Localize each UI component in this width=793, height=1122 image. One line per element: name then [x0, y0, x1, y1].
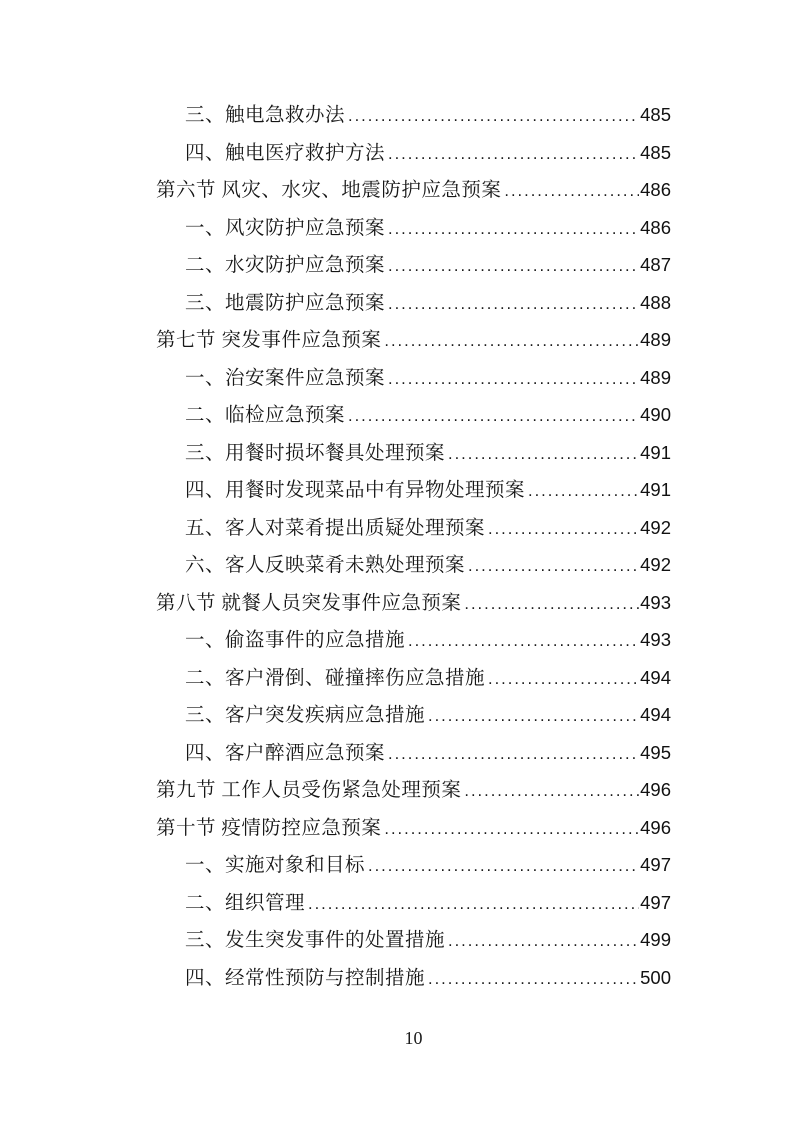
- toc-dot-leader: [448, 445, 639, 464]
- toc-entry-page-number: 486: [640, 216, 671, 238]
- toc-entry-title: 二、临检应急预案: [185, 405, 346, 426]
- toc-dot-leader: [488, 520, 639, 539]
- toc-entry-title: 一、实施对象和目标: [185, 855, 366, 876]
- toc-entry-title: 四、客户醉酒应急预案: [185, 742, 386, 764]
- toc-entry: [156, 474, 671, 512]
- toc-entry-title: 三、发生突发事件的处置措施: [185, 930, 446, 951]
- toc-entry: [156, 512, 671, 550]
- toc-entry-page-number: 486: [640, 179, 671, 200]
- toc-entry-page-number: 493: [640, 629, 671, 650]
- toc-entry: [156, 137, 671, 175]
- toc-entry-title: 第七节 突发事件应急预案: [156, 330, 382, 351]
- toc-entry: [156, 587, 671, 625]
- toc-dot-leader: [408, 632, 639, 651]
- toc-dot-leader: [428, 970, 639, 989]
- toc-entry-page-number: 485: [640, 104, 671, 125]
- toc-entry: [156, 249, 671, 287]
- toc-entry-title: 三、地震防护应急预案: [185, 292, 386, 314]
- toc-dot-leader: [528, 482, 639, 501]
- toc-dot-leader: [388, 145, 639, 164]
- toc-dot-leader: [388, 745, 639, 764]
- toc-entry-title: 第九节 工作人员受伤紧急处理预案: [156, 780, 462, 801]
- toc-entry: [156, 549, 671, 587]
- toc-entry-title: 三、客户突发疾病应急措施: [185, 705, 426, 726]
- toc-entry-page-number: 487: [640, 254, 671, 275]
- toc-entry-title: 五、客人对菜肴提出质疑处理预案: [185, 517, 486, 539]
- toc-entry: [156, 437, 671, 475]
- toc-entry-title: 第八节 就餐人员突发事件应急预案: [156, 592, 462, 614]
- toc-entry-title: 三、用餐时损坏餐具处理预案: [185, 442, 446, 464]
- toc-dot-leader: [388, 220, 639, 239]
- toc-entry-page-number: 497: [640, 854, 671, 875]
- toc-entry-title: 四、经常性预防与控制措施: [185, 967, 426, 989]
- toc-entry-title: 第六节 风灾、水灾、地震防护应急预案: [156, 180, 502, 201]
- toc-entry-page-number: 499: [640, 929, 671, 950]
- toc-dot-leader: [448, 932, 639, 951]
- toc-entry: [156, 812, 671, 850]
- toc-entry-page-number: 494: [640, 666, 671, 688]
- toc-entry: [156, 399, 671, 437]
- toc-entry: [156, 774, 671, 812]
- toc-entry-title: 六、客人反映菜肴未熟处理预案: [185, 555, 466, 576]
- toc-dot-leader: [348, 107, 639, 126]
- toc-entry-page-number: 492: [640, 516, 671, 538]
- toc-dot-leader: [348, 407, 639, 426]
- toc-entry-page-number: 493: [640, 591, 671, 613]
- toc-entry-title: 二、客户滑倒、碰撞摔伤应急措施: [185, 667, 486, 689]
- toc-entry: [156, 624, 671, 662]
- toc-entry-title: 一、偷盗事件的应急措施: [185, 630, 406, 651]
- toc-entry: [156, 924, 671, 962]
- toc-entry: [156, 737, 671, 775]
- toc-dot-leader: [388, 370, 639, 389]
- toc-entry-page-number: 500: [640, 966, 671, 988]
- toc-dot-leader: [468, 557, 639, 576]
- toc-dot-leader: [388, 295, 639, 314]
- toc-dot-leader: [504, 182, 639, 201]
- toc-entry: [156, 212, 671, 250]
- toc-entry: [156, 99, 671, 137]
- toc-entry-title: 一、风灾防护应急预案: [185, 217, 386, 239]
- toc-entry-title: 四、触电医疗救护方法: [185, 142, 386, 164]
- toc-entry-page-number: 496: [640, 779, 671, 800]
- toc-entry-page-number: 489: [640, 366, 671, 388]
- toc-entry-page-number: 492: [640, 554, 671, 575]
- toc-entry-page-number: 485: [640, 141, 671, 163]
- toc-entry: [156, 699, 671, 737]
- toc-entry-title: 三、触电急救办法: [185, 105, 346, 126]
- toc-entry: [156, 849, 671, 887]
- toc-dot-leader: [388, 257, 639, 276]
- toc-entry-title: 一、治安案件应急预案: [185, 367, 386, 389]
- toc-dot-leader: [384, 820, 639, 839]
- toc-list: [156, 99, 671, 999]
- toc-entry-title: 第十节 疫情防控应急预案: [156, 817, 382, 839]
- toc-dot-leader: [384, 332, 639, 351]
- toc-entry-title: 四、用餐时发现菜品中有异物处理预案: [185, 480, 526, 501]
- toc-entry-title: 二、水灾防护应急预案: [185, 255, 386, 276]
- toc-entry-page-number: 491: [640, 479, 671, 500]
- toc-dot-leader: [428, 707, 639, 726]
- toc-dot-leader: [368, 857, 639, 876]
- toc-entry-page-number: 491: [640, 441, 671, 463]
- toc-entry: [156, 287, 671, 325]
- toc-dot-leader: [464, 782, 639, 801]
- toc-entry-page-number: 497: [640, 891, 671, 913]
- toc-entry: [156, 887, 671, 925]
- toc-entry-page-number: 495: [640, 741, 671, 763]
- toc-entry: [156, 962, 671, 1000]
- toc-dot-leader: [464, 595, 639, 614]
- toc-entry-title: 二、组织管理: [185, 892, 306, 914]
- toc-entry: [156, 324, 671, 362]
- toc-entry-page-number: 489: [640, 329, 671, 350]
- toc-entry-page-number: 496: [640, 816, 671, 838]
- footer-page-number: 10: [404, 1028, 423, 1048]
- toc-entry-page-number: 494: [640, 704, 671, 725]
- toc-entry-page-number: 490: [640, 404, 671, 425]
- toc-entry-page-number: 488: [640, 291, 671, 313]
- toc-entry: [156, 174, 671, 212]
- toc-dot-leader: [308, 895, 639, 914]
- toc-dot-leader: [488, 670, 639, 689]
- toc-entry: [156, 362, 671, 400]
- toc-entry: [156, 662, 671, 700]
